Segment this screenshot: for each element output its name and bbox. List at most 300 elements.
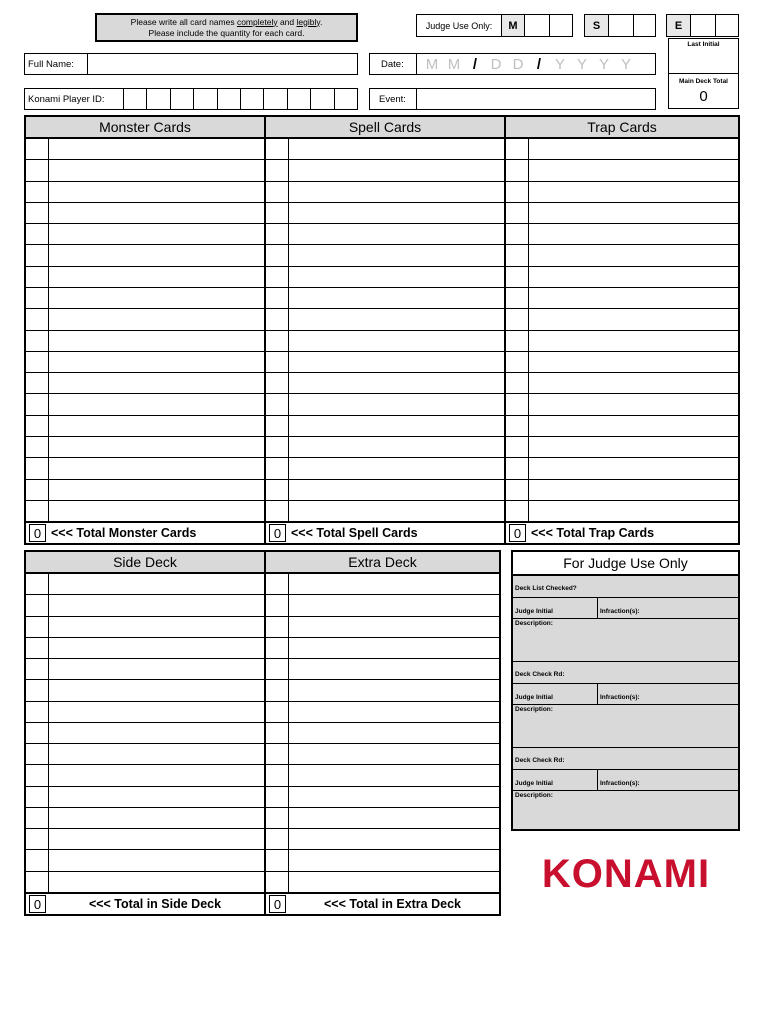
card-name-cell[interactable] bbox=[49, 394, 264, 414]
card-name-cell[interactable] bbox=[289, 765, 499, 785]
card-name-cell[interactable] bbox=[49, 501, 264, 521]
quantity-cell[interactable] bbox=[26, 203, 49, 223]
judge-e-cell[interactable] bbox=[690, 15, 715, 36]
quantity-cell[interactable] bbox=[26, 638, 49, 658]
quantity-cell[interactable] bbox=[506, 203, 529, 223]
card-entry-row[interactable] bbox=[506, 373, 738, 394]
quantity-cell[interactable] bbox=[266, 480, 289, 500]
quantity-cell[interactable] bbox=[506, 501, 529, 521]
quantity-cell[interactable] bbox=[266, 638, 289, 658]
player-id-digit[interactable] bbox=[123, 89, 146, 109]
player-id-field[interactable] bbox=[24, 88, 358, 110]
card-entry-row[interactable] bbox=[506, 331, 738, 352]
card-name-cell[interactable] bbox=[289, 267, 504, 287]
quantity-cell[interactable] bbox=[266, 501, 289, 521]
player-id-digit[interactable] bbox=[146, 89, 169, 109]
card-entry-row[interactable] bbox=[506, 267, 738, 288]
card-name-cell[interactable] bbox=[529, 203, 738, 223]
quantity-cell[interactable] bbox=[266, 309, 289, 329]
card-name-cell[interactable] bbox=[289, 872, 499, 892]
card-entry-row[interactable] bbox=[26, 309, 264, 330]
judge-s-cell[interactable] bbox=[633, 15, 655, 36]
card-entry-row[interactable] bbox=[26, 723, 264, 744]
card-entry-row[interactable] bbox=[26, 617, 264, 638]
quantity-cell[interactable] bbox=[506, 309, 529, 329]
card-name-cell[interactable] bbox=[49, 203, 264, 223]
player-id-digit[interactable] bbox=[310, 89, 333, 109]
card-entry-row[interactable] bbox=[506, 224, 738, 245]
judge-deck-check-rd[interactable]: Deck Check Rd: bbox=[513, 748, 738, 770]
quantity-cell[interactable] bbox=[26, 723, 49, 743]
card-name-cell[interactable] bbox=[529, 160, 738, 180]
quantity-cell[interactable] bbox=[506, 394, 529, 414]
judge-m-cell[interactable] bbox=[549, 15, 572, 36]
card-name-cell[interactable] bbox=[289, 224, 504, 244]
card-name-cell[interactable] bbox=[49, 373, 264, 393]
card-entry-row[interactable] bbox=[266, 702, 499, 723]
quantity-cell[interactable] bbox=[26, 744, 49, 764]
quantity-cell[interactable] bbox=[266, 331, 289, 351]
card-entry-row[interactable] bbox=[266, 659, 499, 680]
card-name-cell[interactable] bbox=[289, 659, 499, 679]
instructions-line-1: Please write all card names completely and legibly. bbox=[130, 16, 323, 27]
trap-rows[interactable] bbox=[506, 139, 738, 521]
card-name-cell[interactable] bbox=[49, 808, 264, 828]
judge-deck-list-checked[interactable]: Deck List Checked? bbox=[513, 576, 738, 598]
quantity-cell[interactable] bbox=[266, 723, 289, 743]
quantity-cell[interactable] bbox=[506, 416, 529, 436]
full-name-field[interactable] bbox=[24, 53, 358, 75]
quantity-cell[interactable] bbox=[26, 394, 49, 414]
card-name-cell[interactable] bbox=[289, 480, 504, 500]
card-name-cell[interactable] bbox=[289, 160, 504, 180]
quantity-cell[interactable] bbox=[506, 437, 529, 457]
card-name-cell[interactable] bbox=[289, 595, 499, 615]
card-name-cell[interactable] bbox=[49, 659, 264, 679]
quantity-cell[interactable] bbox=[266, 245, 289, 265]
player-id-digit[interactable] bbox=[170, 89, 193, 109]
card-name-cell[interactable] bbox=[289, 458, 504, 478]
card-name-cell[interactable] bbox=[49, 139, 264, 159]
card-name-cell[interactable] bbox=[529, 224, 738, 244]
quantity-cell[interactable] bbox=[506, 458, 529, 478]
card-entry-row[interactable] bbox=[506, 203, 738, 224]
card-name-cell[interactable] bbox=[289, 352, 504, 372]
judge-initial-row[interactable] bbox=[513, 770, 738, 791]
card-entry-row[interactable] bbox=[26, 245, 264, 266]
quantity-cell[interactable] bbox=[266, 787, 289, 807]
card-entry-row[interactable] bbox=[26, 702, 264, 723]
card-name-cell[interactable] bbox=[49, 680, 264, 700]
card-entry-row[interactable] bbox=[26, 394, 264, 415]
judge-deck-check-rd[interactable]: Deck Check Rd: bbox=[513, 662, 738, 684]
card-name-cell[interactable] bbox=[49, 352, 264, 372]
card-entry-row[interactable] bbox=[506, 160, 738, 181]
card-entry-row[interactable] bbox=[266, 288, 504, 309]
card-entry-row[interactable] bbox=[266, 808, 499, 829]
card-entry-row[interactable] bbox=[26, 787, 264, 808]
side-deck-header: Side Deck bbox=[26, 552, 264, 574]
card-name-cell[interactable] bbox=[49, 829, 264, 849]
judge-initial-row[interactable] bbox=[513, 684, 738, 705]
instructions-box bbox=[95, 13, 358, 42]
card-name-cell[interactable] bbox=[529, 416, 738, 436]
player-id-digit[interactable] bbox=[334, 89, 357, 109]
monster-rows[interactable] bbox=[26, 139, 264, 521]
card-name-cell[interactable] bbox=[49, 480, 264, 500]
card-entry-row[interactable] bbox=[266, 787, 499, 808]
card-entry-row[interactable] bbox=[266, 182, 504, 203]
judge-e-box[interactable] bbox=[666, 14, 739, 37]
quantity-cell[interactable] bbox=[266, 458, 289, 478]
card-entry-row[interactable] bbox=[506, 416, 738, 437]
card-name-cell[interactable] bbox=[289, 309, 504, 329]
card-entry-row[interactable] bbox=[506, 458, 738, 479]
card-entry-row[interactable] bbox=[266, 245, 504, 266]
spell-rows[interactable] bbox=[266, 139, 504, 521]
judge-use-box[interactable] bbox=[416, 14, 573, 37]
card-entry-row[interactable] bbox=[26, 480, 264, 501]
quantity-cell[interactable] bbox=[26, 617, 49, 637]
card-name-cell[interactable] bbox=[289, 617, 499, 637]
event-input[interactable] bbox=[417, 89, 655, 109]
quantity-cell[interactable] bbox=[266, 288, 289, 308]
quantity-cell[interactable] bbox=[506, 245, 529, 265]
card-name-cell[interactable] bbox=[289, 245, 504, 265]
card-entry-row[interactable] bbox=[266, 203, 504, 224]
side-rows[interactable] bbox=[26, 574, 264, 892]
card-name-cell[interactable] bbox=[289, 288, 504, 308]
card-entry-row[interactable] bbox=[266, 765, 499, 786]
card-entry-row[interactable] bbox=[26, 872, 264, 892]
card-entry-row[interactable] bbox=[26, 160, 264, 181]
card-entry-row[interactable] bbox=[506, 437, 738, 458]
card-name-cell[interactable] bbox=[289, 394, 504, 414]
card-entry-row[interactable] bbox=[266, 437, 504, 458]
card-entry-row[interactable] bbox=[26, 829, 264, 850]
card-name-cell[interactable] bbox=[49, 744, 264, 764]
card-name-cell[interactable] bbox=[49, 787, 264, 807]
quantity-cell[interactable] bbox=[26, 373, 49, 393]
card-entry-row[interactable] bbox=[26, 574, 264, 595]
card-name-cell[interactable] bbox=[49, 267, 264, 287]
card-name-cell[interactable] bbox=[49, 288, 264, 308]
card-name-cell[interactable] bbox=[49, 416, 264, 436]
card-entry-row[interactable] bbox=[26, 458, 264, 479]
card-name-cell[interactable] bbox=[49, 702, 264, 722]
card-name-cell[interactable] bbox=[529, 458, 738, 478]
quantity-cell[interactable] bbox=[26, 331, 49, 351]
quantity-cell[interactable] bbox=[26, 850, 49, 870]
quantity-cell[interactable] bbox=[26, 416, 49, 436]
card-name-cell[interactable] bbox=[529, 352, 738, 372]
quantity-cell[interactable] bbox=[506, 267, 529, 287]
card-entry-row[interactable] bbox=[266, 352, 504, 373]
card-name-cell[interactable] bbox=[289, 702, 499, 722]
quantity-cell[interactable] bbox=[266, 352, 289, 372]
card-name-cell[interactable] bbox=[289, 680, 499, 700]
quantity-cell[interactable] bbox=[506, 182, 529, 202]
card-entry-row[interactable] bbox=[26, 437, 264, 458]
quantity-cell[interactable] bbox=[266, 680, 289, 700]
card-name-cell[interactable] bbox=[289, 203, 504, 223]
card-entry-row[interactable] bbox=[26, 352, 264, 373]
card-name-cell[interactable] bbox=[529, 245, 738, 265]
extra-rows[interactable] bbox=[266, 574, 499, 892]
card-name-cell[interactable] bbox=[289, 723, 499, 743]
side-section bbox=[26, 552, 266, 914]
quantity-cell[interactable] bbox=[506, 373, 529, 393]
quantity-cell[interactable] bbox=[266, 808, 289, 828]
quantity-cell[interactable] bbox=[266, 373, 289, 393]
player-id-digit[interactable] bbox=[263, 89, 286, 109]
quantity-cell[interactable] bbox=[266, 160, 289, 180]
quantity-cell[interactable] bbox=[26, 139, 49, 159]
full-name-input[interactable] bbox=[88, 54, 357, 74]
card-name-cell[interactable] bbox=[49, 437, 264, 457]
card-entry-row[interactable] bbox=[26, 288, 264, 309]
card-name-cell[interactable] bbox=[49, 309, 264, 329]
quantity-cell[interactable] bbox=[26, 808, 49, 828]
card-entry-row[interactable] bbox=[266, 224, 504, 245]
quantity-cell[interactable] bbox=[26, 267, 49, 287]
card-name-cell[interactable] bbox=[289, 373, 504, 393]
quantity-cell[interactable] bbox=[266, 617, 289, 637]
card-name-cell[interactable] bbox=[289, 808, 499, 828]
card-name-cell[interactable] bbox=[49, 245, 264, 265]
date-input[interactable] bbox=[417, 54, 655, 74]
quantity-cell[interactable] bbox=[26, 702, 49, 722]
card-name-cell[interactable] bbox=[289, 850, 499, 870]
quantity-cell[interactable] bbox=[26, 182, 49, 202]
card-entry-row[interactable] bbox=[266, 394, 504, 415]
card-entry-row[interactable] bbox=[266, 850, 499, 871]
card-name-cell[interactable] bbox=[529, 394, 738, 414]
card-entry-row[interactable] bbox=[506, 352, 738, 373]
quantity-cell[interactable] bbox=[26, 765, 49, 785]
card-entry-row[interactable] bbox=[26, 182, 264, 203]
card-entry-row[interactable] bbox=[266, 595, 499, 616]
card-entry-row[interactable] bbox=[266, 139, 504, 160]
card-entry-row[interactable] bbox=[266, 416, 504, 437]
card-entry-row[interactable] bbox=[26, 638, 264, 659]
card-entry-row[interactable] bbox=[26, 680, 264, 701]
card-name-cell[interactable] bbox=[49, 872, 264, 892]
quantity-cell[interactable] bbox=[26, 501, 49, 521]
card-entry-row[interactable] bbox=[266, 617, 499, 638]
card-entry-row[interactable] bbox=[266, 160, 504, 181]
card-entry-row[interactable] bbox=[506, 182, 738, 203]
quantity-cell[interactable] bbox=[266, 416, 289, 436]
card-entry-row[interactable] bbox=[506, 480, 738, 501]
quantity-cell[interactable] bbox=[506, 224, 529, 244]
card-name-cell[interactable] bbox=[289, 416, 504, 436]
card-name-cell[interactable] bbox=[49, 617, 264, 637]
quantity-cell[interactable] bbox=[26, 352, 49, 372]
card-name-cell[interactable] bbox=[289, 638, 499, 658]
card-name-cell[interactable] bbox=[529, 182, 738, 202]
quantity-cell[interactable] bbox=[26, 680, 49, 700]
card-entry-row[interactable] bbox=[26, 331, 264, 352]
quantity-cell[interactable] bbox=[266, 850, 289, 870]
player-id-digits[interactable] bbox=[123, 89, 357, 109]
card-entry-row[interactable] bbox=[506, 245, 738, 266]
card-entry-row[interactable] bbox=[26, 808, 264, 829]
player-id-digit[interactable] bbox=[287, 89, 310, 109]
judge-description-3[interactable]: Description: bbox=[515, 792, 553, 799]
card-entry-row[interactable] bbox=[266, 501, 504, 521]
quantity-cell[interactable] bbox=[26, 160, 49, 180]
card-name-cell[interactable] bbox=[289, 744, 499, 764]
card-entry-row[interactable] bbox=[266, 744, 499, 765]
card-name-cell[interactable] bbox=[289, 437, 504, 457]
card-name-cell[interactable] bbox=[289, 331, 504, 351]
quantity-cell[interactable] bbox=[26, 595, 49, 615]
card-entry-row[interactable] bbox=[266, 829, 499, 850]
card-entry-row[interactable] bbox=[266, 872, 499, 892]
quantity-cell[interactable] bbox=[266, 574, 289, 594]
quantity-cell[interactable] bbox=[26, 787, 49, 807]
quantity-cell[interactable] bbox=[26, 245, 49, 265]
card-entry-row[interactable] bbox=[26, 765, 264, 786]
judge-e-cell[interactable] bbox=[715, 15, 738, 36]
card-name-cell[interactable] bbox=[529, 309, 738, 329]
card-name-cell[interactable] bbox=[49, 224, 264, 244]
last-initial-field[interactable] bbox=[669, 49, 738, 73]
card-entry-row[interactable] bbox=[26, 139, 264, 160]
card-name-cell[interactable] bbox=[289, 501, 504, 521]
quantity-cell[interactable] bbox=[506, 331, 529, 351]
card-name-cell[interactable] bbox=[289, 182, 504, 202]
quantity-cell[interactable] bbox=[26, 224, 49, 244]
date-field[interactable] bbox=[369, 53, 656, 75]
card-name-cell[interactable] bbox=[49, 182, 264, 202]
card-name-cell[interactable] bbox=[289, 574, 499, 594]
card-name-cell[interactable] bbox=[529, 437, 738, 457]
quantity-cell[interactable] bbox=[266, 744, 289, 764]
card-name-cell[interactable] bbox=[529, 480, 738, 500]
quantity-cell[interactable] bbox=[266, 139, 289, 159]
quantity-cell[interactable] bbox=[266, 267, 289, 287]
card-entry-row[interactable] bbox=[506, 288, 738, 309]
card-entry-row[interactable] bbox=[506, 394, 738, 415]
judge-description-2[interactable]: Description: bbox=[513, 705, 738, 748]
card-name-cell[interactable] bbox=[289, 829, 499, 849]
quantity-cell[interactable] bbox=[26, 288, 49, 308]
card-name-cell[interactable] bbox=[289, 139, 504, 159]
card-name-cell[interactable] bbox=[529, 288, 738, 308]
last-initial-box[interactable] bbox=[668, 38, 739, 109]
card-entry-row[interactable] bbox=[266, 373, 504, 394]
card-entry-row[interactable] bbox=[26, 744, 264, 765]
card-entry-row[interactable] bbox=[266, 331, 504, 352]
event-field[interactable] bbox=[369, 88, 656, 110]
judge-description-1[interactable]: Description: bbox=[513, 619, 738, 662]
card-name-cell[interactable] bbox=[529, 267, 738, 287]
judge-m-cell[interactable] bbox=[524, 15, 549, 36]
quantity-cell[interactable] bbox=[266, 659, 289, 679]
card-entry-row[interactable] bbox=[266, 267, 504, 288]
quantity-cell[interactable] bbox=[266, 224, 289, 244]
card-name-cell[interactable] bbox=[529, 139, 738, 159]
card-entry-row[interactable] bbox=[26, 850, 264, 871]
card-name-cell[interactable] bbox=[49, 723, 264, 743]
card-name-cell[interactable] bbox=[49, 595, 264, 615]
quantity-cell[interactable] bbox=[26, 309, 49, 329]
card-entry-row[interactable] bbox=[26, 416, 264, 437]
card-name-cell[interactable] bbox=[289, 787, 499, 807]
card-entry-row[interactable] bbox=[266, 309, 504, 330]
quantity-cell[interactable] bbox=[26, 872, 49, 892]
card-entry-row[interactable] bbox=[266, 680, 499, 701]
quantity-cell[interactable] bbox=[266, 829, 289, 849]
card-entry-row[interactable] bbox=[26, 224, 264, 245]
quantity-cell[interactable] bbox=[266, 872, 289, 892]
card-name-cell[interactable] bbox=[49, 160, 264, 180]
player-id-digit[interactable] bbox=[240, 89, 263, 109]
quantity-cell[interactable] bbox=[26, 659, 49, 679]
card-entry-row[interactable] bbox=[26, 267, 264, 288]
quantity-cell[interactable] bbox=[266, 437, 289, 457]
card-entry-row[interactable] bbox=[26, 501, 264, 521]
judge-s-cell[interactable] bbox=[608, 15, 633, 36]
card-entry-row[interactable] bbox=[26, 203, 264, 224]
card-name-cell[interactable] bbox=[49, 765, 264, 785]
quantity-cell[interactable] bbox=[26, 458, 49, 478]
quantity-cell[interactable] bbox=[506, 288, 529, 308]
quantity-cell[interactable] bbox=[26, 574, 49, 594]
judge-s-box[interactable] bbox=[584, 14, 656, 37]
card-entry-row[interactable] bbox=[506, 501, 738, 521]
card-entry-row[interactable] bbox=[26, 373, 264, 394]
quantity-cell[interactable] bbox=[506, 480, 529, 500]
card-name-cell[interactable] bbox=[529, 331, 738, 351]
card-entry-row[interactable] bbox=[266, 480, 504, 501]
quantity-cell[interactable] bbox=[266, 394, 289, 414]
quantity-cell[interactable] bbox=[26, 437, 49, 457]
quantity-cell[interactable] bbox=[506, 160, 529, 180]
quantity-cell[interactable] bbox=[266, 765, 289, 785]
card-entry-row[interactable] bbox=[506, 139, 738, 160]
quantity-cell[interactable] bbox=[26, 480, 49, 500]
card-entry-row[interactable] bbox=[266, 574, 499, 595]
quantity-cell[interactable] bbox=[266, 702, 289, 722]
card-name-cell[interactable] bbox=[49, 458, 264, 478]
quantity-cell[interactable] bbox=[266, 203, 289, 223]
card-entry-row[interactable] bbox=[266, 723, 499, 744]
quantity-cell[interactable] bbox=[266, 182, 289, 202]
card-entry-row[interactable] bbox=[26, 595, 264, 616]
quantity-cell[interactable] bbox=[26, 829, 49, 849]
card-entry-row[interactable] bbox=[266, 638, 499, 659]
quantity-cell[interactable] bbox=[266, 595, 289, 615]
card-entry-row[interactable] bbox=[506, 309, 738, 330]
card-entry-row[interactable] bbox=[266, 458, 504, 479]
card-name-cell[interactable] bbox=[49, 574, 264, 594]
card-name-cell[interactable] bbox=[49, 850, 264, 870]
quantity-cell[interactable] bbox=[506, 139, 529, 159]
card-name-cell[interactable] bbox=[529, 373, 738, 393]
card-entry-row[interactable] bbox=[26, 659, 264, 680]
card-name-cell[interactable] bbox=[529, 501, 738, 521]
instructions-line-2: Please include the quantity for each card. bbox=[148, 27, 305, 38]
judge-initial-row[interactable] bbox=[513, 598, 738, 619]
card-name-cell[interactable] bbox=[49, 331, 264, 351]
player-id-digit[interactable] bbox=[193, 89, 216, 109]
quantity-cell[interactable] bbox=[506, 352, 529, 372]
card-name-cell[interactable] bbox=[49, 638, 264, 658]
player-id-digit[interactable] bbox=[217, 89, 240, 109]
